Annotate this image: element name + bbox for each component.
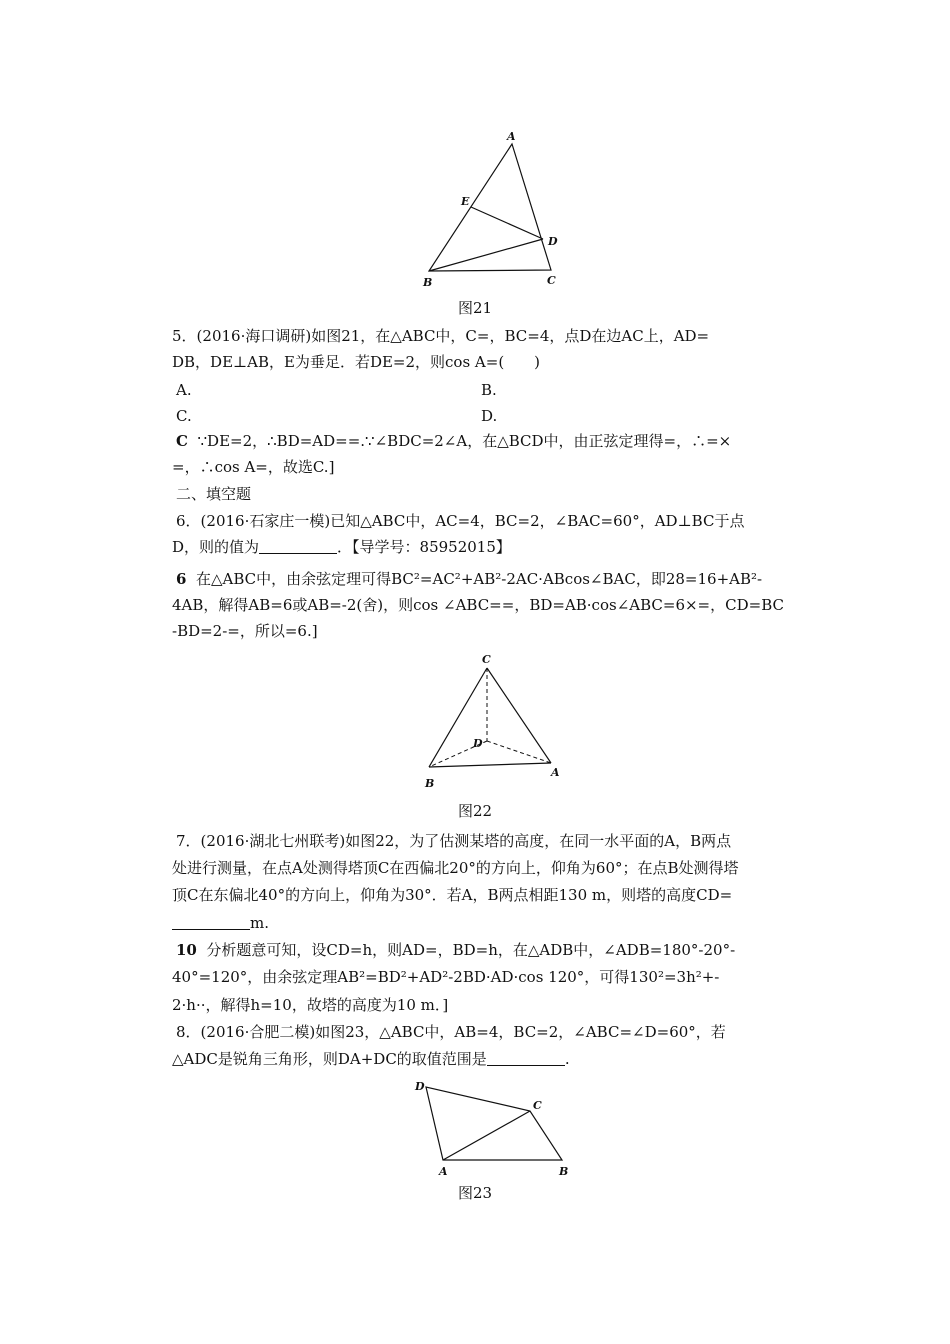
q5-line-2: DB，DE⊥AB，E为垂足．若DE=2，则cos A=( )	[172, 353, 541, 371]
q6-answer-blank	[259, 537, 337, 554]
q7-answer-key: 10	[176, 941, 197, 959]
q6-solution-2: 4AB，解得AB=6或AB=-2(舍)，则cos ∠ABC==，BD=AB·cos∠ABC=6×=，CD=BC	[172, 596, 784, 614]
q8-text-2b: .	[564, 1050, 570, 1068]
q5-solution-2: =，∴cos A=，故选C.]	[172, 458, 335, 476]
figure-21-drawing	[415, 125, 565, 290]
q5-solution-1	[176, 428, 731, 454]
fig22-label-d: D	[473, 737, 483, 750]
q8-line-2	[172, 1046, 570, 1072]
q6-text-2a: D，则的值为	[172, 538, 260, 556]
q5-option-a: A.	[176, 381, 192, 399]
q7-solution-text-1: 分析题意可知，设CD=h，则AD=，BD=h，在△ADB中，∠ADB=180°-20°-	[206, 941, 736, 959]
q7-solution-2: 40°=120°，由余弦定理AB²=BD²+AD²-2BD·AD·cos 120°，可得130²=3h²+-	[172, 968, 720, 986]
figure-21-caption: 图21	[457, 299, 493, 317]
fig21-label-a: A	[507, 130, 516, 143]
figure-22-caption: 图22	[457, 802, 493, 820]
figure-23-drawing	[405, 1078, 585, 1178]
q5-line-1: 5．(2016·海口调研)如图21，在△ABC中，C=，BC=4，点D在边AC上，AD=	[172, 327, 710, 345]
q7-line-4	[172, 910, 269, 936]
figure-23-caption: 图23	[457, 1184, 493, 1202]
q5-option-c: C.	[176, 407, 192, 425]
fig21-label-e: E	[461, 195, 470, 208]
fig23-label-c: C	[533, 1099, 542, 1112]
q7-solution-1	[176, 937, 735, 963]
fig22-label-c: C	[482, 653, 491, 666]
fig21-label-c: C	[547, 274, 556, 287]
q6-text-2b: ．【导学号：85952015】	[337, 538, 511, 556]
figure-23	[405, 1078, 585, 1178]
figure-22	[415, 650, 575, 795]
q7-answer-blank	[172, 913, 250, 930]
q7-solution-3: 2·h··，解得h=10，故塔的高度为10 m．]	[172, 996, 449, 1014]
q6-answer-key: 6	[176, 570, 187, 588]
section-heading-fill-in: 二、填空题	[176, 485, 252, 503]
q8-answer-blank	[487, 1049, 565, 1066]
fig21-label-b: B	[423, 276, 433, 289]
figure-22-drawing	[415, 650, 575, 795]
fig23-label-a: A	[439, 1165, 448, 1178]
fig23-label-d: D	[415, 1080, 425, 1093]
q8-line-1: 8．(2016·合肥二模)如图23，△ABC中，AB=4，BC=2，∠ABC=∠D=60°，若	[176, 1023, 726, 1041]
q7-line-2: 处进行测量，在点A处测得塔顶C在西偏北20°的方向上，仰角为60°；在点B处测得塔	[172, 859, 739, 877]
fig23-label-b: B	[559, 1165, 569, 1178]
q6-line-2	[172, 534, 511, 560]
q7-text-4: m.	[250, 914, 269, 932]
fig22-label-a: A	[551, 766, 560, 779]
q8-text-2a: △ADC是锐角三角形，则DA+DC的取值范围是	[172, 1050, 487, 1068]
fig21-label-d: D	[548, 235, 558, 248]
q6-solution-text-1: 在△ABC中，由余弦定理可得BC²=AC²+AB²-2AC·ABcos∠BAC，即28=16+AB²-	[195, 570, 763, 588]
q6-solution-3: -BD=2-=，所以=6.]	[172, 622, 318, 640]
q7-line-3: 顶C在东偏北40°的方向上，仰角为30°．若A，B两点相距130 m，则塔的高度CD=	[172, 886, 733, 904]
q5-option-d: D.	[481, 407, 498, 425]
q6-solution-1	[176, 566, 762, 592]
q5-solution-text-1: ∵DE=2，∴BD=AD==.∵∠BDC=2∠A，在△BCD中，由正弦定理得=，∴=×	[197, 432, 732, 450]
q5-option-b: B.	[481, 381, 497, 399]
q5-answer-key: C	[176, 432, 188, 450]
q7-line-1: 7．(2016·湖北七州联考)如图22，为了估测某塔的高度，在同一水平面的A，B两点	[176, 832, 732, 850]
fig22-label-b: B	[425, 777, 435, 790]
figure-21	[415, 125, 565, 290]
q6-line-1: 6．(2016·石家庄一模)已知△ABC中，AC=4，BC=2，∠BAC=60°，AD⊥BC于点	[176, 512, 745, 530]
